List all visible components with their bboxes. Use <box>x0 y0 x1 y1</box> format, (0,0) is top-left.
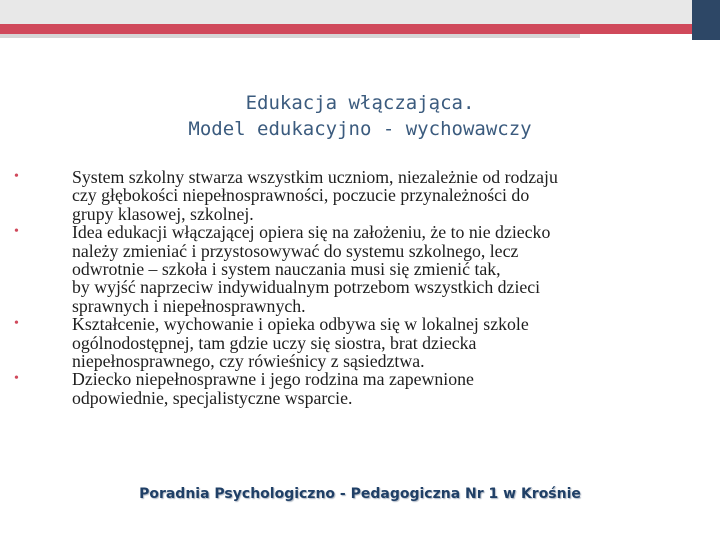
bullet-line: czy głębokości niepełnosprawności, poczucie przynależności do <box>72 185 530 206</box>
header-corner-block <box>692 0 720 40</box>
bullet-line: grupy klasowej, szkolnej. <box>72 203 254 224</box>
bullet-item <box>14 315 714 370</box>
header-accent-stripe <box>0 24 692 34</box>
bullet-dot-icon: • <box>14 316 19 332</box>
bullet-dot-icon: • <box>14 371 19 387</box>
slide-title-line-1: Edukacja włączająca. <box>245 92 475 114</box>
bullet-dot-icon: • <box>14 224 19 240</box>
header-shadow-line <box>0 34 580 38</box>
bullet-line: ogólnodostępnej, tam gdzie uczy się siostra, brat dziecka <box>72 332 477 353</box>
bullet-line: Kształcenie, wychowanie i opieka odbywa się w lokalnej szkole <box>72 314 529 335</box>
bullet-item <box>14 168 714 223</box>
slide-title-line-2: Model edukacyjno - wychowawczy <box>188 118 532 140</box>
bullet-line: należy zmieniać i przystosowywać do systemu szkolnego, lecz <box>72 240 519 261</box>
bullet-item <box>14 223 714 315</box>
bullet-line: sprawnych i niepełnosprawnych. <box>72 295 306 316</box>
slide-title <box>0 90 720 142</box>
bullet-line: odwrotnie – szkoła i system nauczania musi się zmienić tak, <box>72 259 501 280</box>
bullet-line: Dziecko niepełnosprawne i jego rodzina ma zapewnione <box>72 369 474 390</box>
bullet-line: niepełnosprawnego, czy rówieśnicy z sąsiedztwa. <box>72 351 425 372</box>
bullet-list <box>14 168 714 407</box>
bullet-line: by wyjść naprzeciw indywidualnym potrzebom wszystkich dzieci <box>72 277 541 298</box>
bullet-line: odpowiednie, specjalistyczne wsparcie. <box>72 387 353 408</box>
bullet-item <box>14 370 714 407</box>
bullet-dot-icon: • <box>14 169 19 184</box>
bullet-line: Idea edukacji włączającej opiera się na założeniu, że to nie dziecko <box>72 222 551 243</box>
footer-caption: Poradnia Psychologiczno - Pedagogiczna Nr 1 w Krośnie <box>139 486 581 502</box>
bullet-line: System szkolny stwarza wszystkim uczniom, niezależnie od rodzaju <box>72 167 558 187</box>
